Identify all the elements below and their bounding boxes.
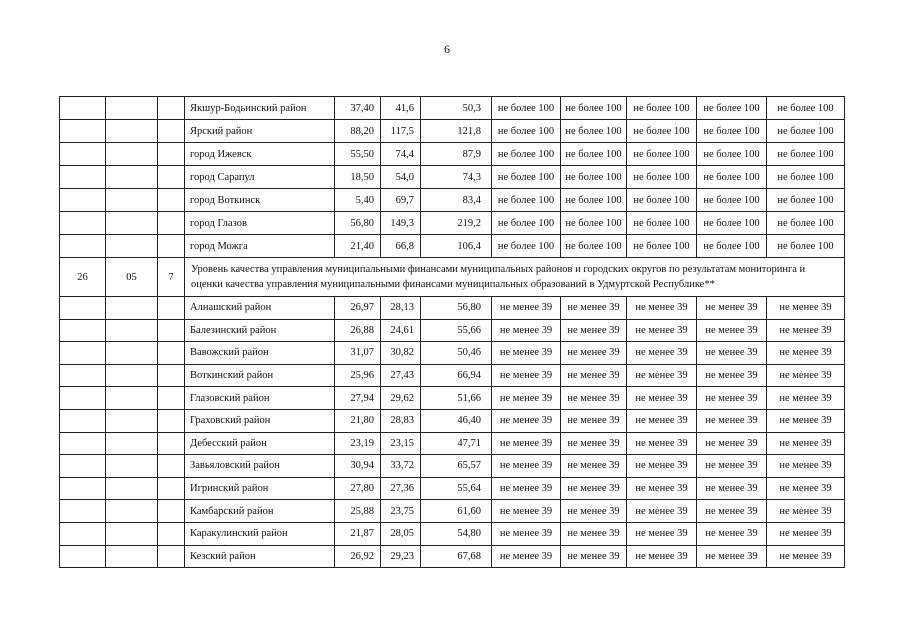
- target-cell: не менее 39: [561, 319, 627, 342]
- target-cell: не более 100: [697, 235, 767, 258]
- table-row: [60, 120, 845, 143]
- target-cell: не менее 39: [627, 387, 697, 410]
- table-row: [60, 97, 845, 120]
- target-cell: не менее 39: [561, 297, 627, 320]
- blank-index-cell: [60, 342, 106, 365]
- district-name-cell: город Сарапул: [185, 166, 335, 189]
- target-cell: не более 100: [627, 189, 697, 212]
- target-cell: не менее 39: [767, 387, 845, 410]
- value-1-cell: 55,50: [335, 143, 381, 166]
- target-cell: не более 100: [492, 97, 561, 120]
- value-3-cell: 83,4: [421, 189, 492, 212]
- value-2-cell: 117,5: [381, 120, 421, 143]
- target-cell: не менее 39: [767, 319, 845, 342]
- target-cell: не менее 39: [492, 297, 561, 320]
- table-row: [60, 522, 845, 545]
- target-cell: не более 100: [697, 97, 767, 120]
- target-cell: не менее 39: [492, 319, 561, 342]
- blank-index-cell: [158, 97, 185, 120]
- blank-index-cell: [60, 189, 106, 212]
- target-cell: не менее 39: [627, 319, 697, 342]
- blank-index-cell: [60, 364, 106, 387]
- value-3-cell: 67,68: [421, 545, 492, 568]
- blank-index-cell: [106, 120, 158, 143]
- value-2-cell: 29,62: [381, 387, 421, 410]
- blank-index-cell: [106, 212, 158, 235]
- target-cell: не более 100: [697, 143, 767, 166]
- value-1-cell: 18,50: [335, 166, 381, 189]
- blank-index-cell: [158, 409, 185, 432]
- value-3-cell: 47,71: [421, 432, 492, 455]
- blank-index-cell: [106, 364, 158, 387]
- district-name-cell: Вавожский район: [185, 342, 335, 365]
- target-cell: не менее 39: [767, 409, 845, 432]
- value-3-cell: 87,9: [421, 143, 492, 166]
- blank-index-cell: [158, 342, 185, 365]
- district-name-cell: Якшур-Бодьинский район: [185, 97, 335, 120]
- table-row: [60, 166, 845, 189]
- value-1-cell: 5,40: [335, 189, 381, 212]
- district-name-cell: город Воткинск: [185, 189, 335, 212]
- target-cell: не более 100: [492, 120, 561, 143]
- table-row: [60, 297, 845, 320]
- blank-index-cell: [158, 522, 185, 545]
- target-cell: не более 100: [561, 189, 627, 212]
- blank-index-cell: [158, 432, 185, 455]
- value-3-cell: 51,66: [421, 387, 492, 410]
- blank-index-cell: [106, 545, 158, 568]
- target-cell: не менее 39: [561, 477, 627, 500]
- blank-index-cell: [60, 545, 106, 568]
- table-row: [60, 189, 845, 212]
- target-cell: не менее 39: [767, 522, 845, 545]
- value-1-cell: 26,92: [335, 545, 381, 568]
- district-name-cell: Алнашский район: [185, 297, 335, 320]
- indicator-col2: 05: [106, 258, 158, 297]
- value-3-cell: 54,80: [421, 522, 492, 545]
- target-cell: не более 100: [767, 143, 845, 166]
- target-cell: не менее 39: [627, 409, 697, 432]
- value-3-cell: 46,40: [421, 409, 492, 432]
- target-cell: не менее 39: [627, 477, 697, 500]
- value-2-cell: 74,4: [381, 143, 421, 166]
- value-2-cell: 28,13: [381, 297, 421, 320]
- target-cell: не более 100: [492, 189, 561, 212]
- target-cell: не более 100: [561, 120, 627, 143]
- blank-index-cell: [60, 235, 106, 258]
- blank-index-cell: [158, 120, 185, 143]
- value-2-cell: 27,36: [381, 477, 421, 500]
- district-name-cell: город Ижевск: [185, 143, 335, 166]
- target-cell: не менее 39: [697, 342, 767, 365]
- table-row: [60, 545, 845, 568]
- blank-index-cell: [60, 166, 106, 189]
- target-cell: не менее 39: [697, 432, 767, 455]
- target-cell: не более 100: [767, 120, 845, 143]
- value-1-cell: 37,40: [335, 97, 381, 120]
- lower-rows: [60, 297, 845, 568]
- target-cell: не менее 39: [492, 342, 561, 365]
- blank-index-cell: [158, 235, 185, 258]
- value-3-cell: 106,4: [421, 235, 492, 258]
- target-cell: не менее 39: [492, 387, 561, 410]
- table-row: [60, 387, 845, 410]
- target-cell: не более 100: [627, 235, 697, 258]
- blank-index-cell: [60, 120, 106, 143]
- value-2-cell: 54,0: [381, 166, 421, 189]
- target-cell: не менее 39: [561, 500, 627, 523]
- value-2-cell: 28,05: [381, 522, 421, 545]
- target-cell: не менее 39: [492, 364, 561, 387]
- target-cell: не менее 39: [492, 409, 561, 432]
- indicator-table-container: [59, 96, 845, 568]
- value-3-cell: 121,8: [421, 120, 492, 143]
- target-cell: не менее 39: [627, 364, 697, 387]
- blank-index-cell: [158, 143, 185, 166]
- blank-index-cell: [158, 387, 185, 410]
- target-cell: не более 100: [697, 120, 767, 143]
- blank-index-cell: [60, 500, 106, 523]
- target-cell: не менее 39: [627, 297, 697, 320]
- target-cell: не более 100: [697, 189, 767, 212]
- target-cell: не более 100: [561, 166, 627, 189]
- value-2-cell: 41,6: [381, 97, 421, 120]
- indicator-header: [60, 258, 845, 297]
- blank-index-cell: [60, 387, 106, 410]
- target-cell: не более 100: [767, 166, 845, 189]
- target-cell: не менее 39: [492, 500, 561, 523]
- blank-index-cell: [60, 143, 106, 166]
- blank-index-cell: [106, 97, 158, 120]
- value-2-cell: 23,15: [381, 432, 421, 455]
- table-row: [60, 143, 845, 166]
- value-2-cell: 30,82: [381, 342, 421, 365]
- district-name-cell: Ярский район: [185, 120, 335, 143]
- blank-index-cell: [106, 319, 158, 342]
- value-3-cell: 55,64: [421, 477, 492, 500]
- target-cell: не менее 39: [767, 500, 845, 523]
- value-3-cell: 219,2: [421, 212, 492, 235]
- value-2-cell: 27,43: [381, 364, 421, 387]
- district-name-cell: Каракулинский район: [185, 522, 335, 545]
- district-name-cell: Завьяловский район: [185, 455, 335, 478]
- table-row: [60, 477, 845, 500]
- blank-index-cell: [106, 477, 158, 500]
- value-1-cell: 21,40: [335, 235, 381, 258]
- blank-index-cell: [60, 212, 106, 235]
- value-1-cell: 30,94: [335, 455, 381, 478]
- target-cell: не более 100: [697, 166, 767, 189]
- target-cell: не менее 39: [697, 409, 767, 432]
- target-cell: не менее 39: [697, 319, 767, 342]
- target-cell: не менее 39: [767, 342, 845, 365]
- district-name-cell: Граховский район: [185, 409, 335, 432]
- district-name-cell: Воткинский район: [185, 364, 335, 387]
- target-cell: не менее 39: [697, 545, 767, 568]
- target-cell: не менее 39: [767, 297, 845, 320]
- value-3-cell: 50,3: [421, 97, 492, 120]
- indicator-row: [60, 258, 845, 297]
- blank-index-cell: [60, 319, 106, 342]
- indicator-col3: 7: [158, 258, 185, 297]
- target-cell: не более 100: [627, 120, 697, 143]
- page-number: 6: [444, 42, 450, 56]
- target-cell: не более 100: [561, 212, 627, 235]
- target-cell: не более 100: [767, 97, 845, 120]
- district-name-cell: Кезский район: [185, 545, 335, 568]
- target-cell: не более 100: [561, 143, 627, 166]
- value-1-cell: 31,07: [335, 342, 381, 365]
- target-cell: не менее 39: [767, 545, 845, 568]
- table-row: [60, 455, 845, 478]
- blank-index-cell: [106, 522, 158, 545]
- value-1-cell: 26,97: [335, 297, 381, 320]
- blank-index-cell: [158, 500, 185, 523]
- table-row: [60, 212, 845, 235]
- blank-index-cell: [60, 455, 106, 478]
- value-2-cell: 69,7: [381, 189, 421, 212]
- blank-index-cell: [106, 387, 158, 410]
- blank-index-cell: [60, 409, 106, 432]
- target-cell: не менее 39: [627, 342, 697, 365]
- value-3-cell: 65,57: [421, 455, 492, 478]
- blank-index-cell: [60, 432, 106, 455]
- blank-index-cell: [106, 409, 158, 432]
- value-1-cell: 25,88: [335, 500, 381, 523]
- value-2-cell: 149,3: [381, 212, 421, 235]
- blank-index-cell: [106, 297, 158, 320]
- target-cell: не менее 39: [492, 432, 561, 455]
- blank-index-cell: [106, 189, 158, 212]
- value-2-cell: 66,8: [381, 235, 421, 258]
- value-2-cell: 24,61: [381, 319, 421, 342]
- target-cell: не менее 39: [561, 364, 627, 387]
- district-name-cell: город Можга: [185, 235, 335, 258]
- blank-index-cell: [106, 342, 158, 365]
- district-name-cell: город Глазов: [185, 212, 335, 235]
- target-cell: не менее 39: [767, 477, 845, 500]
- target-cell: не более 100: [492, 212, 561, 235]
- value-1-cell: 88,20: [335, 120, 381, 143]
- blank-index-cell: [60, 97, 106, 120]
- blank-index-cell: [158, 364, 185, 387]
- target-cell: не менее 39: [697, 387, 767, 410]
- target-cell: не менее 39: [561, 522, 627, 545]
- blank-index-cell: [158, 545, 185, 568]
- target-cell: не менее 39: [561, 545, 627, 568]
- value-3-cell: 50,46: [421, 342, 492, 365]
- indicator-table: [59, 96, 845, 568]
- value-1-cell: 56,80: [335, 212, 381, 235]
- value-1-cell: 21,80: [335, 409, 381, 432]
- target-cell: не менее 39: [627, 500, 697, 523]
- indicator-col1: 26: [60, 258, 106, 297]
- value-1-cell: 27,94: [335, 387, 381, 410]
- target-cell: не менее 39: [627, 522, 697, 545]
- value-1-cell: 27,80: [335, 477, 381, 500]
- blank-index-cell: [158, 477, 185, 500]
- target-cell: не более 100: [561, 235, 627, 258]
- blank-index-cell: [158, 319, 185, 342]
- blank-index-cell: [106, 500, 158, 523]
- table-row: [60, 409, 845, 432]
- district-name-cell: Дебесский район: [185, 432, 335, 455]
- value-2-cell: 28,83: [381, 409, 421, 432]
- blank-index-cell: [106, 143, 158, 166]
- blank-index-cell: [158, 455, 185, 478]
- target-cell: не менее 39: [697, 297, 767, 320]
- target-cell: не менее 39: [767, 432, 845, 455]
- target-cell: не менее 39: [627, 432, 697, 455]
- target-cell: не менее 39: [697, 364, 767, 387]
- target-cell: не менее 39: [561, 455, 627, 478]
- value-1-cell: 25,96: [335, 364, 381, 387]
- value-1-cell: 21,87: [335, 522, 381, 545]
- target-cell: не более 100: [492, 143, 561, 166]
- value-3-cell: 55,66: [421, 319, 492, 342]
- value-2-cell: 23,75: [381, 500, 421, 523]
- target-cell: не менее 39: [627, 455, 697, 478]
- target-cell: не более 100: [627, 143, 697, 166]
- value-3-cell: 66,94: [421, 364, 492, 387]
- target-cell: не менее 39: [627, 545, 697, 568]
- table-row: [60, 235, 845, 258]
- target-cell: не менее 39: [492, 477, 561, 500]
- target-cell: не менее 39: [697, 455, 767, 478]
- target-cell: не менее 39: [561, 432, 627, 455]
- blank-index-cell: [158, 166, 185, 189]
- district-name-cell: Камбарский район: [185, 500, 335, 523]
- target-cell: не менее 39: [767, 364, 845, 387]
- table-row: [60, 319, 845, 342]
- target-cell: не более 100: [767, 212, 845, 235]
- target-cell: не менее 39: [697, 477, 767, 500]
- target-cell: не менее 39: [561, 387, 627, 410]
- value-2-cell: 33,72: [381, 455, 421, 478]
- upper-rows: [60, 97, 845, 258]
- indicator-title: Уровень качества управления муниципальными финансами муниципальных районов и городских округов по результатам мониторинга и оценки качества управления муниципальными финансами муниципальных образований в Удмуртской Республике**: [185, 258, 845, 297]
- district-name-cell: Глазовский район: [185, 387, 335, 410]
- blank-index-cell: [158, 212, 185, 235]
- value-1-cell: 23,19: [335, 432, 381, 455]
- table-row: [60, 342, 845, 365]
- target-cell: не более 100: [492, 166, 561, 189]
- target-cell: не менее 39: [561, 409, 627, 432]
- target-cell: не более 100: [697, 212, 767, 235]
- target-cell: не менее 39: [492, 522, 561, 545]
- blank-index-cell: [60, 477, 106, 500]
- target-cell: не более 100: [627, 166, 697, 189]
- blank-index-cell: [106, 432, 158, 455]
- blank-index-cell: [106, 235, 158, 258]
- blank-index-cell: [106, 455, 158, 478]
- table-row: [60, 364, 845, 387]
- target-cell: не менее 39: [561, 342, 627, 365]
- value-3-cell: 74,3: [421, 166, 492, 189]
- blank-index-cell: [158, 297, 185, 320]
- target-cell: не более 100: [492, 235, 561, 258]
- target-cell: не менее 39: [697, 522, 767, 545]
- target-cell: не более 100: [767, 189, 845, 212]
- table-row: [60, 432, 845, 455]
- blank-index-cell: [106, 166, 158, 189]
- blank-index-cell: [60, 297, 106, 320]
- target-cell: не более 100: [561, 97, 627, 120]
- district-name-cell: Игринский район: [185, 477, 335, 500]
- target-cell: не менее 39: [492, 455, 561, 478]
- district-name-cell: Балезинский район: [185, 319, 335, 342]
- blank-index-cell: [158, 189, 185, 212]
- value-3-cell: 61,60: [421, 500, 492, 523]
- target-cell: не более 100: [767, 235, 845, 258]
- value-3-cell: 56,80: [421, 297, 492, 320]
- value-2-cell: 29,23: [381, 545, 421, 568]
- target-cell: не менее 39: [492, 545, 561, 568]
- value-1-cell: 26,88: [335, 319, 381, 342]
- target-cell: не более 100: [627, 212, 697, 235]
- target-cell: не более 100: [627, 97, 697, 120]
- blank-index-cell: [60, 522, 106, 545]
- target-cell: не менее 39: [767, 455, 845, 478]
- target-cell: не менее 39: [697, 500, 767, 523]
- table-row: [60, 500, 845, 523]
